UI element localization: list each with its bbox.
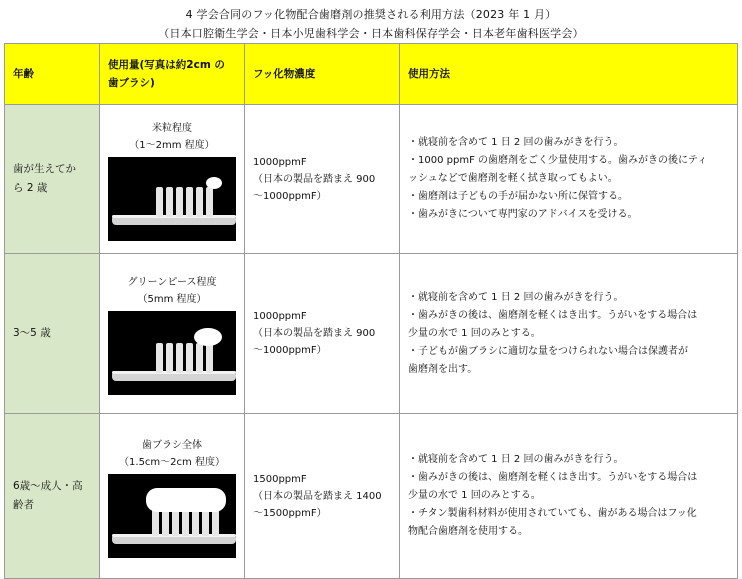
header-usage-amount (100, 44, 245, 105)
method-line: 物配合歯磨剤を使用する。 (408, 526, 528, 537)
recommendation-table (4, 43, 738, 579)
method-line: ・1000 ppmF の歯磨剤をごく少量使用する。歯みがきの後にティ (408, 155, 708, 166)
document-title: 4 学会合同のフッ化物配合歯磨剤の推奨される利用方法（2023 年 1 月） (185, 8, 557, 21)
method-line: ・歯磨剤は子どもの手が届かない所に保管する。 (408, 191, 628, 202)
method-line: ッシュなどで歯磨剤を軽く拭き取ってもよい。 (408, 173, 618, 184)
concentration-line: ～1000ppmF） (253, 190, 327, 202)
toothbrush-full-head-photo (108, 474, 236, 558)
usage-cell (100, 414, 245, 579)
method-line: ・歯みがきの後は、歯磨剤を軽くはき出す。うがいをする場合は (408, 472, 698, 483)
toothbrush-green-pea-photo (108, 311, 236, 395)
method-line: ・子どもが歯ブラシに適切な量をつけられない場合は保護者が (408, 345, 688, 357)
concentration-cell (245, 254, 400, 414)
age-line: ら 2 歳 (13, 182, 48, 194)
concentration-line: ～1000ppmF） (253, 345, 327, 356)
concentration-line: 1000ppmF (253, 156, 307, 168)
method-line: 少量の水で 1 回のみとする。 (408, 490, 541, 501)
amount-size: （1～2mm 程度） (129, 139, 215, 151)
age-line: 3～5 歳 (13, 327, 51, 339)
method-line: ・就寝前を含めて 1 日 2 回の歯みがきを行う。 (408, 291, 624, 303)
method-line: 歯磨剤を出す。 (408, 363, 478, 375)
table-row (5, 414, 738, 579)
age-line: 齢者 (13, 499, 34, 511)
method-line: ・就寝前を含めて 1 日 2 回の歯みがきを行う。 (408, 454, 624, 465)
amount-label: 米粒程度 (152, 122, 192, 134)
header-age: 年齢 (5, 44, 100, 105)
age-cell (5, 254, 100, 414)
concentration-line: （日本の製品を踏まえ 1400 (253, 490, 382, 502)
concentration-line: 1500ppmF (253, 473, 307, 485)
age-cell (5, 414, 100, 579)
concentration-line: （日本の製品を踏まえ 900 (253, 173, 376, 185)
method-cell (400, 105, 738, 254)
concentration-line: （日本の製品を踏まえ 900 (253, 328, 376, 339)
concentration-line: ～1500ppmF） (253, 507, 327, 519)
amount-size: （1.5cm～2cm 程度） (119, 456, 225, 468)
header-usage-line1: 使用量(写真は約2cm の (108, 59, 225, 71)
table-row (5, 254, 738, 414)
age-line: 6歳～成人・高 (13, 480, 83, 492)
usage-cell (100, 105, 245, 254)
amount-label: 歯ブラシ全体 (142, 439, 202, 451)
method-line: ・就寝前を含めて 1 日 2 回の歯みがきを行う。 (408, 137, 624, 148)
usage-cell (100, 254, 245, 414)
table-row (5, 105, 738, 254)
method-line: 少量の水で 1 回のみとする。 (408, 327, 541, 339)
method-line: ・チタン製歯科材料が使用されていても、歯がある場合はフッ化 (408, 508, 697, 519)
method-line: ・歯みがきについて専門家のアドバイスを受ける。 (408, 209, 638, 220)
header-fluoride-concentration: フッ化物濃度 (245, 44, 400, 105)
age-line: 歯が生えてか (13, 163, 76, 175)
amount-size: （5mm 程度） (137, 294, 207, 305)
toothbrush-rice-grain-photo (108, 157, 236, 241)
age-cell (5, 105, 100, 254)
table-header-row (5, 44, 738, 105)
amount-label: グリーンピース程度 (127, 277, 217, 288)
concentration-cell (245, 414, 400, 579)
document-subtitle-societies: （日本口腔衛生学会・日本小児歯科学会・日本歯科保存学会・日本老年歯科医学会） (158, 27, 584, 40)
concentration-cell (245, 105, 400, 254)
header-usage-line2: 歯ブラシ) (108, 77, 155, 89)
method-cell (400, 254, 738, 414)
header-usage-method: 使用方法 (400, 44, 738, 105)
concentration-line: 1000ppmF (253, 311, 307, 322)
method-line: ・歯みがきの後は、歯磨剤を軽くはき出す。うがいをする場合は (408, 309, 698, 321)
method-cell (400, 414, 738, 579)
